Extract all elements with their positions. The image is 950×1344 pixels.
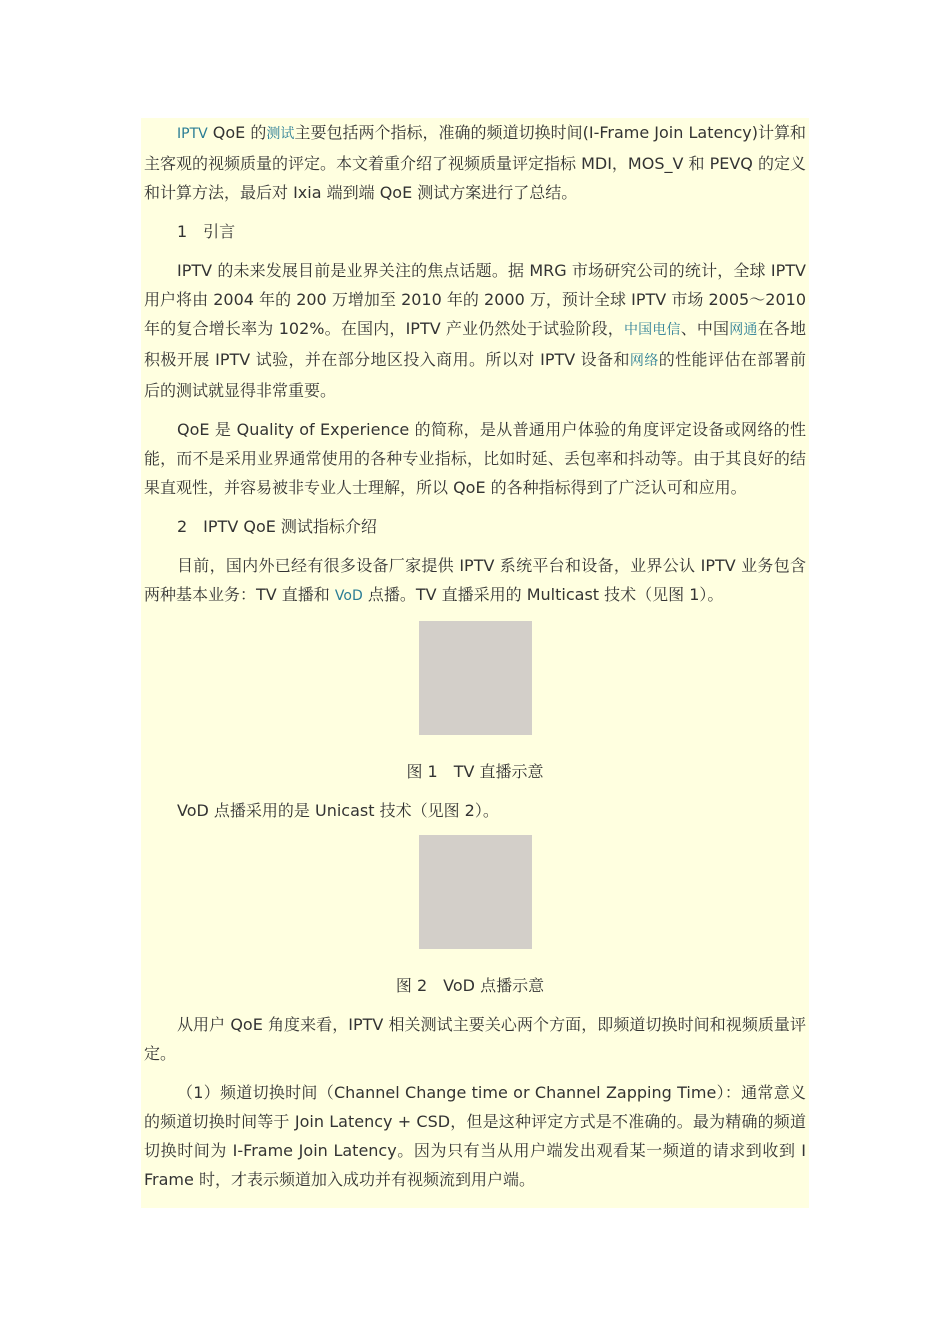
- section-heading-metrics: 2 IPTV QoE 测试指标介绍: [177, 517, 377, 536]
- paragraph-vod: VoD 点播采用的是 Unicast 技术（见图 2）。: [177, 801, 499, 820]
- figure-2: [141, 835, 809, 1000]
- paragraph-iptv-market: IPTV 的未来发展目前是业界关注的焦点话题。据 MRG 市场研究公司的统计，全球 IPTV 用户将由 2004 年的 200 万增加至 2010 年的 2000 万，预计全球 IPTV 市场 2005～2010 年的复合增长率为 102%。在国内，IPTV 产业仍然处于试验阶段，中国电信、中国网通在各地积极开展 IPTV 试验，并在部分地区投入商用。所以对 IPTV 设备和网络的性能评估在部署前后的测试就显得非常重要。: [144, 261, 806, 400]
- paragraph-qoe-aspects: 从用户 QoE 角度来看，IPTV 相关测试主要关心两个方面，即频道切换时间和视频质量评定。: [144, 1015, 806, 1063]
- section-heading-intro: 1 引言: [177, 222, 236, 241]
- link-test[interactable]: 测试: [266, 126, 295, 142]
- article-body: [141, 118, 809, 1208]
- link-netcom[interactable]: 网通: [729, 322, 758, 338]
- intro-paragraph: IPTV QoE 的测试主要包括两个指标，准确的频道切换时间(I-Frame Join Latency)计算和主客观的视频质量的评定。本文着重介绍了视频质量评定指标 MDI，MOS_V 和 PEVQ 的定义和计算方法，最后对 Ixia 端到端 QoE 测试方案进行了总结。: [144, 123, 807, 202]
- link-china-telecom[interactable]: 中国电信: [623, 322, 681, 338]
- paragraph-services: 目前，国内外已经有很多设备厂家提供 IPTV 系统平台和设备，业界公认 IPTV 业务包含两种基本业务：TV 直播和 VoD 点播。TV 直播采用的 Multicast 技术（见图 1）。: [144, 556, 806, 604]
- link-iptv[interactable]: IPTV: [177, 126, 208, 142]
- figure-1: [141, 621, 809, 786]
- link-vod[interactable]: VoD: [334, 588, 363, 604]
- paragraph-channel-change: （1）频道切换时间（Channel Change time or Channel Zapping Time）：通常意义的频道切换时间等于 Join Latency + CSD，但是这种评定方式是不准确的。最为精确的频道切换时间为 I-Frame Join Latency。因为只有当从用户端发出观看某一频道的请求到收到 I Frame 时，才表示频道加入成功并有视频流到用户端。: [144, 1083, 806, 1189]
- figure-2-image: [419, 835, 532, 949]
- figure-1-caption: 图 1 TV 直播示意: [406, 762, 544, 781]
- figure-1-image: [419, 621, 532, 735]
- paragraph-qoe-definition: QoE 是 Quality of Experience 的简称，是从普通用户体验的角度评定设备或网络的性能，而不是采用业界通常使用的各种专业指标，比如时延、丢包率和抖动等。由于其良好的结果直观性，并容易被非专业人士理解，所以 QoE 的各种指标得到了广泛认可和应用。: [144, 420, 806, 497]
- link-network[interactable]: 网络: [629, 353, 659, 369]
- figure-2-caption: 图 2 VoD 点播示意: [395, 976, 545, 995]
